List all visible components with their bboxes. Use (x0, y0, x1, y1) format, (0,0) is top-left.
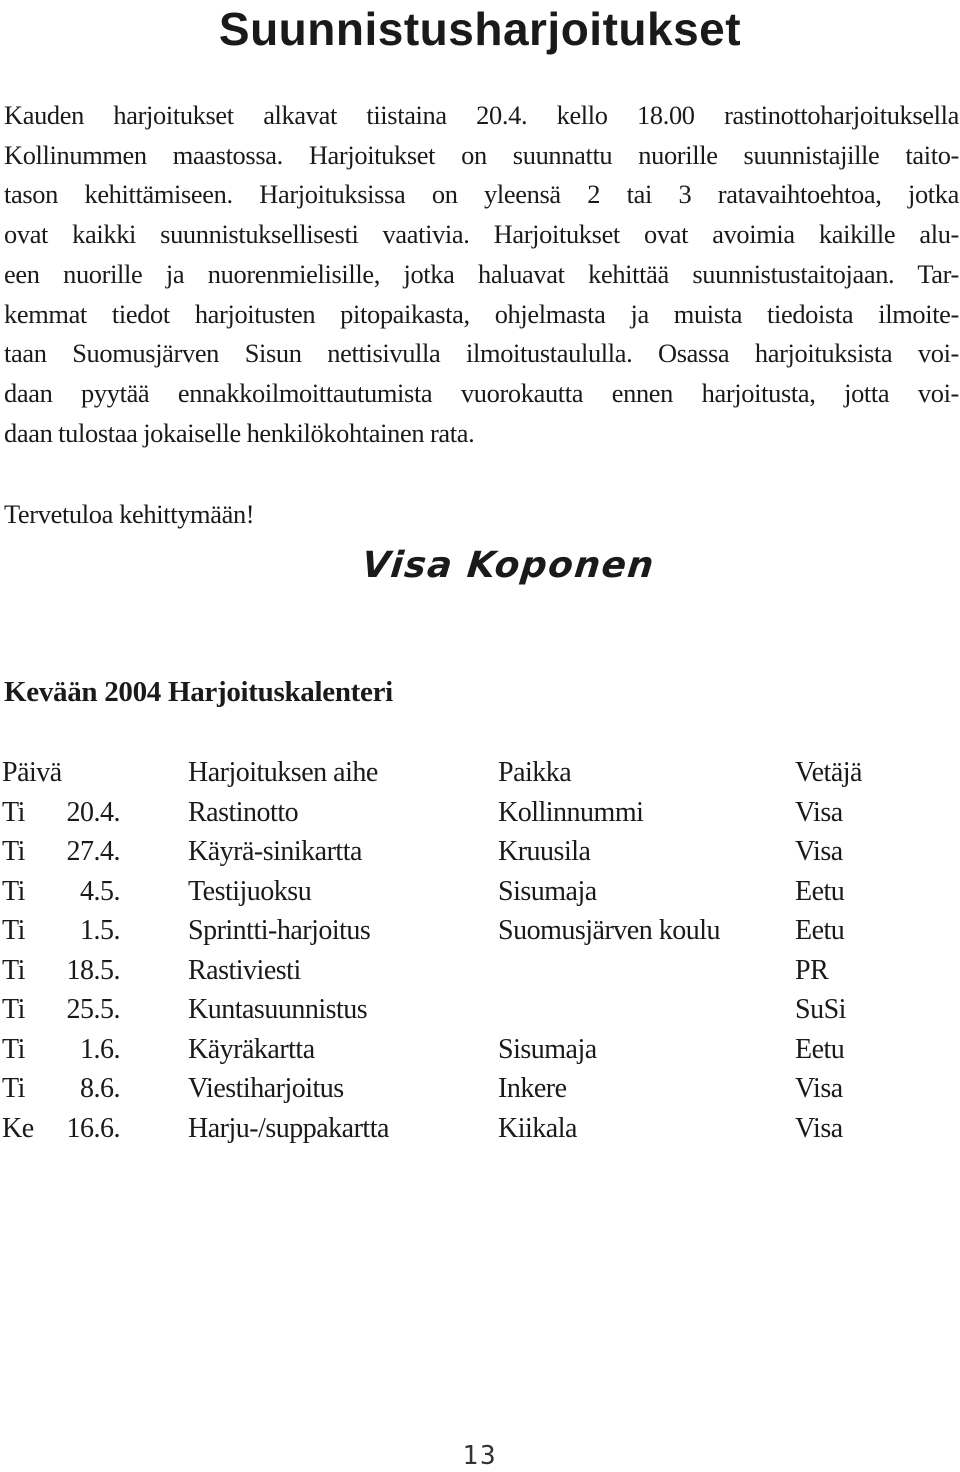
cell-leader: PR (795, 954, 829, 986)
cell-date: 1.6. (80, 1033, 120, 1065)
table-row (0, 951, 960, 991)
cell-day: Ti (2, 994, 25, 1025)
cell-day: Ti (2, 796, 25, 828)
table-header-row (0, 753, 960, 793)
cell-leader: Eetu (795, 915, 845, 946)
table-row (0, 872, 960, 912)
cell-date: 20.4. (66, 796, 120, 828)
paragraph-line: kemmat tiedot harjoitusten pitopaikasta, ohjelmasta ja muista tiedoista ilmoite- (4, 298, 959, 329)
table-row (0, 990, 960, 1030)
cell-leader: SuSi (795, 994, 846, 1025)
training-calendar-table (0, 753, 960, 1148)
table-row (0, 911, 960, 951)
paragraph-line: daan tulostaa jokaiselle henkilökohtainen rata. (4, 417, 475, 448)
cell-place: Kollinnummi (498, 796, 644, 828)
cell-place: Inkere (498, 1073, 567, 1104)
cell-topic: Viestiharjoitus (188, 1073, 344, 1104)
paragraph-line: een nuorille ja nuorenmielisille, jotka haluavat kehittää suunnistustaitojaan. Tar- (4, 258, 959, 289)
column-header-leader: Vetäjä (795, 757, 862, 788)
cell-topic: Rastinotto (188, 796, 299, 828)
cell-topic: Käyräkartta (188, 1033, 315, 1065)
cell-place: Kiikala (498, 1112, 577, 1144)
paragraph-line: Kollinummen maastossa. Harjoitukset on suunnattu nuorille suunnistajille taito- (4, 139, 959, 170)
cell-leader: Visa (795, 1073, 843, 1104)
cell-place: Sisumaja (498, 1033, 597, 1065)
cell-leader: Visa (795, 836, 843, 867)
cell-date: 4.5. (80, 875, 120, 907)
paragraph-line: daan pyytää ennakkoilmoittautumista vuorokautta ennen harjoitusta, jotta voi- (4, 377, 959, 408)
paragraph-line: tason kehittämiseen. Harjoituksissa on yleensä 2 tai 3 ratavaihtoehtoa, jotka (4, 179, 959, 210)
cell-day: Ti (2, 915, 25, 946)
paragraph-line: Kauden harjoitukset alkavat tiistaina 20.4. kello 18.00 rastinottoharjoituksella (4, 100, 959, 130)
intro-paragraph (4, 96, 959, 453)
cell-leader: Eetu (795, 875, 845, 907)
cell-day: Ti (2, 875, 25, 907)
calendar-title: Kevään 2004 Harjoituskalenteri (4, 676, 393, 708)
table-row (0, 832, 960, 872)
paragraph-line: ovat kaikki suunnistuksellisesti vaativia. Harjoitukset ovat avoimia kaikille alu- (4, 219, 959, 250)
cell-place: Kruusila (498, 836, 591, 867)
cell-place: Suomusjärven koulu (498, 915, 720, 946)
paragraph-line: taan Suomusjärven Sisun nettisivulla ilmoitustaululla. Osassa harjoituksista voi- (4, 338, 959, 369)
cell-topic: Käyrä-sinikartta (188, 836, 362, 867)
table-row (0, 1109, 960, 1149)
cell-topic: Harju-/suppakartta (188, 1112, 389, 1144)
cell-leader: Visa (795, 796, 843, 828)
cell-date: 27.4. (66, 836, 120, 867)
welcome-text: Tervetuloa kehittymään! (4, 499, 255, 529)
cell-date: 25.5. (66, 994, 120, 1025)
cell-date: 16.6. (66, 1112, 120, 1144)
cell-day: Ti (2, 954, 25, 986)
signature: Visa Koponen (359, 545, 657, 586)
column-header-topic: Harjoituksen aihe (188, 757, 378, 788)
cell-day: Ti (2, 1073, 25, 1104)
cell-date: 8.6. (80, 1073, 120, 1104)
cell-leader: Eetu (795, 1033, 845, 1065)
page-title: Suunnistusharjoitukset (218, 3, 742, 55)
column-header-date: Päivä (2, 757, 62, 788)
cell-day: Ti (2, 1033, 25, 1065)
cell-place: Sisumaja (498, 875, 597, 907)
cell-day: Ke (2, 1112, 34, 1144)
table-row (0, 793, 960, 833)
cell-topic: Testijuoksu (188, 875, 312, 907)
cell-date: 1.5. (80, 915, 120, 946)
cell-date: 18.5. (66, 954, 120, 986)
column-header-place: Paikka (498, 757, 572, 788)
cell-leader: Visa (795, 1112, 843, 1144)
table-row (0, 1030, 960, 1070)
cell-topic: Sprintti-harjoitus (188, 915, 371, 946)
cell-topic: Rastiviesti (188, 954, 301, 986)
cell-day: Ti (2, 836, 25, 867)
page-number: 13 (462, 1441, 498, 1471)
cell-topic: Kuntasuunnistus (188, 994, 368, 1025)
table-row (0, 1069, 960, 1109)
